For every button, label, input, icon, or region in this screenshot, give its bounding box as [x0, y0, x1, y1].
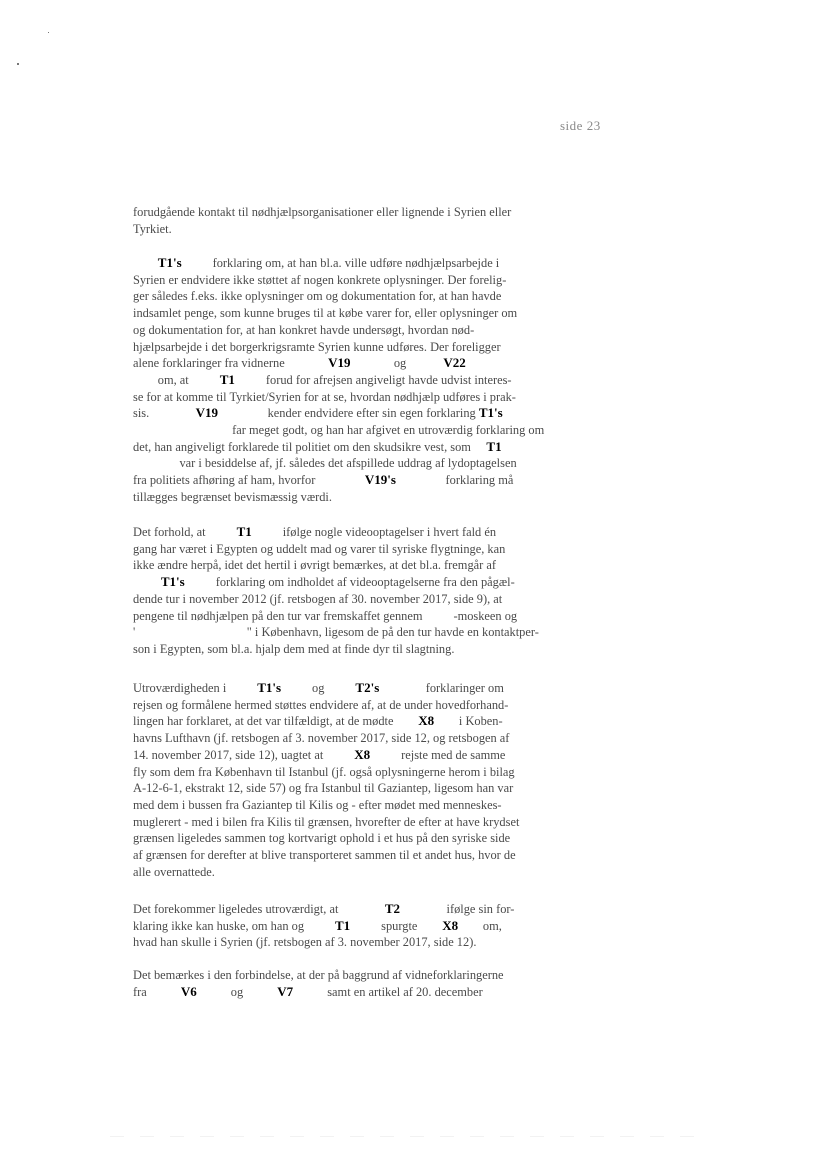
text-run: forud for afrejsen angiveligt havde udvist interes- [234, 372, 512, 387]
text-run: alle overnattede. [133, 864, 215, 879]
text-run: havns Lufthavn (jf. retsbogen af 3. november 2017, side 12, og retsbogen af [133, 731, 510, 746]
name-code: X8 [418, 713, 435, 729]
text-run: forklaringer om [379, 681, 504, 695]
text-line [133, 288, 558, 305]
text-run [133, 575, 161, 589]
text-line [133, 255, 558, 272]
name-code: V7 [277, 983, 294, 999]
text-line [133, 697, 558, 714]
text-line [133, 918, 558, 935]
text-run: grænsen ligeledes sammen tog kortvarigt ophold i et hus på den syriske side [133, 831, 511, 846]
text-line [133, 934, 558, 951]
text-line [133, 322, 558, 339]
text-line [133, 557, 558, 574]
text-run: og [350, 356, 444, 371]
text-run: fra politiets afhøring af ham, hvorfor [133, 473, 365, 488]
text-run: og [281, 681, 356, 695]
name-code: T1's [160, 574, 185, 590]
text-run: sis. [133, 406, 196, 421]
text-run: kender endvidere efter sin egen forklaring [218, 406, 479, 421]
text-line [133, 641, 558, 658]
name-code: X8 [442, 917, 459, 933]
text-run: muglerert - med i bilen fra Kilis til grænsen, hvorefter de efter at have krydset [133, 814, 520, 829]
text-run: var i besiddelse af, jf. således det afspillede uddrag af lydoptagelsen [133, 456, 517, 471]
text-run: ger således f.eks. ikke oplysninger om og dokumentation for, at han havde [133, 289, 502, 304]
name-code: T1's [478, 405, 503, 421]
text-run: rejste med de samme [370, 747, 506, 762]
text-run: Det forhold, at [133, 525, 237, 539]
text-line [133, 405, 558, 422]
text-run: alene forklaringer fra vidnerne [133, 356, 329, 371]
text-run: rejsen og formålene hermed støttes endvidere af, at de under hovedforhand- [133, 697, 509, 712]
page-number: side 23 [560, 118, 601, 133]
text-line [133, 355, 558, 372]
name-code: V22 [443, 355, 466, 371]
text-run: gang har været i Egypten og uddelt mad og varer til syriske flygtninge, kan [133, 541, 506, 556]
text-line [133, 730, 558, 747]
text-line [133, 864, 558, 881]
text-run: om, [458, 918, 502, 933]
scan-artifact-line [110, 1136, 710, 1137]
text-run: fra [133, 984, 181, 999]
text-run: far meget godt, og han har afgivet en utroværdig forklaring om [133, 423, 545, 438]
text-run: det, han angiveligt forklarede til politiet om den skudsikre vest, som [133, 439, 487, 454]
text-run: 14. november 2017, side 12), uagtet at [133, 747, 355, 762]
text-run: og [196, 984, 278, 999]
text-run: ' " i København, ligesom de på den tur havde en kontaktper- [133, 625, 539, 640]
name-code: X8 [354, 746, 371, 762]
text-run: om, at [133, 372, 220, 387]
text-run: Utroværdigheden i [133, 681, 258, 695]
text-line [133, 221, 558, 238]
text-run: fly som dem fra København til Istanbul (jf. også oplysningerne herom i bilag [133, 764, 515, 779]
text-run: Tyrkiet. [133, 221, 172, 236]
text-run: dende tur i november 2012 (jf. retsbogen af 30. november 2017, side 9), at [133, 591, 503, 606]
text-run: se for at komme til Tyrkiet/Syrien for at se, hvordan nødhjælp udføres i prak- [133, 389, 516, 404]
text-line [133, 780, 558, 797]
text-line [133, 764, 558, 781]
text-line [133, 389, 558, 406]
text-run: hvad han skulle i Syrien (jf. retsbogen af 3. november 2017, side 12). [133, 935, 477, 950]
text-line [133, 830, 558, 847]
text-line [133, 439, 558, 456]
text-line [133, 680, 558, 697]
paragraph-4 [133, 680, 558, 880]
text-line [133, 272, 558, 289]
text-run: samt en artikel af 20. december [293, 984, 483, 999]
text-run: forklaring må [395, 473, 514, 488]
name-code: V19's [364, 472, 396, 488]
text-run: med dem i bussen fra Gaziantep til Kilis og - efter mødet med menneskes- [133, 797, 502, 812]
name-code: T1 [236, 524, 252, 539]
text-line [133, 624, 558, 641]
text-line [133, 204, 558, 221]
name-code: T2's [355, 680, 380, 695]
name-code: T1 [335, 917, 351, 933]
text-run: forklaring om indholdet af videooptagelserne fra den pågæl- [184, 575, 515, 590]
text-run: klaring ikke kan huske, om han og [133, 918, 336, 933]
paragraph-2 [133, 255, 558, 506]
scan-speck [48, 32, 49, 33]
text-line [133, 455, 558, 472]
text-line [133, 591, 558, 608]
text-run: forklaring om, at han bl.a. ville udføre nødhjælpsarbejde i [181, 256, 500, 270]
text-run: af grænsen for derefter at blive transporteret sammen til et andet hus, hvor de [133, 848, 516, 863]
text-run [133, 256, 158, 270]
name-code: V6 [180, 983, 197, 999]
text-run: hjælpsarbejde i det borgerkrigsramte Syrien kunne udføres. Der foreligger [133, 339, 501, 354]
name-code: T1 [219, 371, 235, 387]
text-run: forudgående kontakt til nødhjælpsorganisationer eller lignende i Syrien eller [133, 205, 512, 219]
text-run: og dokumentation for, at han konkret havde undersøgt, hvordan nød- [133, 322, 475, 337]
text-line [133, 747, 558, 764]
name-code: T1's [257, 680, 282, 695]
name-code: V19 [195, 405, 219, 421]
text-line [133, 541, 558, 558]
text-run: spurgte [350, 918, 443, 933]
text-line [133, 967, 558, 984]
text-line [133, 372, 558, 389]
scan-speck [17, 63, 19, 65]
text-line [133, 713, 558, 730]
text-line [133, 339, 558, 356]
text-run: son i Egypten, som bl.a. hjalp dem med at finde dyr til slagtning. [133, 641, 455, 656]
text-run: A-12-6-1, ekstrakt 12, side 57) og fra Istanbul til Gaziantep, ligesom han var [133, 781, 514, 796]
text-run: ifølge sin for- [400, 902, 515, 916]
text-run: pengene til nødhjælpen på den tur var fremskaffet gennem -moskeen og [133, 608, 518, 623]
name-code: T1's [157, 255, 182, 270]
text-line [133, 901, 558, 918]
text-line [133, 574, 558, 591]
text-run: i Koben- [434, 714, 503, 729]
text-run: Det bemærkes i den forbindelse, at der på baggrund af vidneforklaringerne [133, 968, 504, 982]
paragraph-5 [133, 901, 558, 951]
text-line [133, 608, 558, 625]
text-run: ikke ændre herpå, idet det hertil i øvrigt bemærkes, at det bl.a. fremgår af [133, 558, 496, 573]
paragraph-6 [133, 967, 558, 1000]
text-run: tillægges begrænset bevismæssig værdi. [133, 489, 332, 504]
text-line [133, 489, 558, 506]
text-line [133, 814, 558, 831]
text-line [133, 472, 558, 489]
text-line [133, 797, 558, 814]
text-run: lingen har forklaret, at det var tilfældigt, at de mødte [133, 714, 419, 729]
text-run: indsamlet penge, som kunne bruges til at købe varer for, eller oplysninger om [133, 306, 518, 321]
paragraph-1 [133, 204, 558, 237]
text-run: Det forekommer ligeledes utroværdigt, at [133, 902, 385, 916]
paragraph-3 [133, 524, 558, 658]
text-run: Syrien er endvidere ikke støttet af nogen konkrete oplysninger. Der forelig- [133, 272, 507, 287]
text-line [133, 524, 558, 541]
name-code: V19 [328, 355, 351, 371]
text-line [133, 422, 558, 439]
text-line [133, 847, 558, 864]
text-run: ifølge nogle videooptagelser i hvert fald én [251, 525, 497, 539]
name-code: T2 [384, 901, 401, 916]
name-code: T1 [486, 438, 502, 454]
text-line [133, 305, 558, 322]
text-line [133, 984, 558, 1001]
